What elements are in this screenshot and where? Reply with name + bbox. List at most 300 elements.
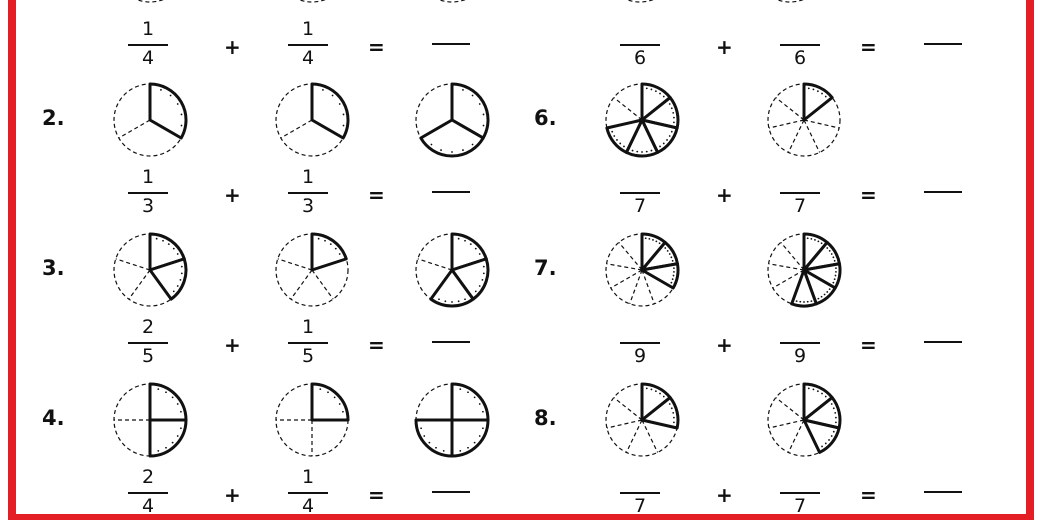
fraction-pie — [108, 78, 192, 162]
pie-crust-dot — [440, 149, 442, 151]
pie-diagram — [410, 378, 494, 462]
fraction-bar — [780, 44, 820, 46]
pie-divider — [776, 98, 804, 120]
equals-sign: = — [860, 183, 877, 207]
pie-divider — [607, 420, 642, 428]
pie-diagram — [270, 78, 354, 162]
pie-crust-dot — [648, 238, 650, 240]
pie-crust-dot — [420, 427, 422, 429]
pie-crust-dot — [165, 447, 167, 449]
fraction-numerator: 1 — [301, 18, 315, 40]
pie-crust-dot — [332, 95, 334, 97]
plus-sign: + — [224, 183, 241, 207]
fraction — [288, 20, 328, 71]
fraction-bar — [780, 192, 820, 194]
pie-crust-dot — [833, 431, 835, 433]
fraction-numerator: 2 — [141, 316, 155, 338]
plus-sign: + — [716, 35, 733, 59]
fraction — [128, 20, 168, 71]
fraction — [288, 468, 328, 519]
fraction-pie — [270, 228, 354, 312]
pie-crust-dot — [672, 260, 674, 262]
pie-crust-dot — [673, 417, 675, 419]
pie-crust-dot — [835, 271, 837, 273]
pie-crust-dot — [428, 442, 430, 444]
fraction-denominator: 7 — [633, 195, 647, 217]
pie-divider — [769, 120, 804, 128]
pie-crust-dot — [479, 285, 481, 287]
fraction-denominator: 7 — [633, 495, 647, 517]
fraction — [128, 468, 168, 519]
pie-crust-dot — [821, 242, 823, 244]
pie-divider — [281, 120, 312, 138]
pie-divider — [116, 259, 150, 270]
pie-divider — [781, 242, 804, 270]
fraction — [780, 318, 820, 369]
fraction-bar — [620, 44, 660, 46]
fraction — [620, 318, 660, 369]
fraction-bar — [780, 492, 820, 494]
pie-crust-dot — [180, 427, 182, 429]
pie-crust-dot — [834, 278, 836, 280]
pie-crust-dot — [613, 135, 615, 137]
fraction-pie-partial — [120, 0, 180, 10]
pie-crust-dot — [825, 443, 827, 445]
problem-number: 3. — [42, 256, 65, 280]
pie-crust-dot — [672, 278, 674, 280]
pie-crust-dot — [835, 417, 837, 419]
equals-sign: = — [368, 483, 385, 507]
pie-divider — [626, 420, 642, 452]
pie-slice-shaded — [312, 84, 348, 138]
pie-outline — [616, 0, 664, 2]
pie-crust-dot — [181, 114, 183, 116]
plus-sign: + — [716, 183, 733, 207]
pie-crust-dot — [821, 93, 823, 95]
pie-diagram — [410, 78, 494, 162]
equals-sign: = — [368, 35, 385, 59]
fraction-bar — [620, 492, 660, 494]
pie-crust-dot — [177, 253, 179, 255]
pie-crust-dot — [483, 272, 485, 274]
pie-divider — [769, 420, 804, 428]
pie-slice-shaded — [150, 84, 186, 138]
fraction-numerator — [620, 20, 660, 42]
pie-crust-dot — [180, 411, 182, 413]
pie-crust-dot — [673, 271, 675, 273]
pie-divider — [611, 270, 642, 288]
pie-crust-dot — [168, 243, 170, 245]
fraction-numerator — [620, 168, 660, 190]
pie-crust-dot — [172, 396, 174, 398]
pie-crust-dot — [669, 135, 671, 137]
fraction — [620, 168, 660, 219]
pie-crust-dot — [479, 403, 481, 405]
fraction-numerator — [620, 468, 660, 490]
pie-crust-dot — [651, 389, 653, 391]
answer-blank[interactable] — [924, 191, 962, 193]
pie-crust-dot — [655, 241, 657, 243]
pie-crust-dot — [670, 256, 672, 258]
pie-diagram — [270, 378, 354, 462]
pie-crust-dot — [646, 387, 648, 389]
fraction-pie-partial — [422, 0, 482, 10]
pie-diagram — [108, 378, 192, 462]
pie-diagram — [270, 228, 354, 312]
pie-crust-dot — [173, 291, 175, 293]
pie-outline — [766, 0, 814, 2]
pie-crust-dot — [458, 238, 460, 240]
pie-crust-dot — [472, 144, 474, 146]
pie-crust-dot — [821, 393, 823, 395]
fraction-pie-partial — [610, 0, 670, 10]
fraction — [780, 468, 820, 519]
pie-crust-dot — [655, 90, 657, 92]
pie-crust-dot — [663, 143, 665, 145]
pie-crust-dot — [803, 301, 805, 303]
pie-slice-shaded — [150, 420, 186, 456]
pie-crust-dot — [829, 250, 831, 252]
pie-crust-dot — [474, 396, 476, 398]
fraction-numerator: 1 — [301, 466, 315, 488]
fraction-numerator — [780, 318, 820, 340]
pie-crust-dot — [334, 396, 336, 398]
fraction-numerator — [780, 20, 820, 42]
answer-blank[interactable] — [432, 341, 470, 343]
pie-crust-dot — [641, 151, 643, 153]
fraction-denominator: 5 — [301, 345, 315, 367]
plus-sign: + — [716, 333, 733, 357]
pie-crust-dot — [611, 131, 613, 133]
pie-diagram — [108, 228, 192, 312]
pie-outline — [126, 0, 174, 2]
problem-number: 4. — [42, 406, 65, 430]
fraction-denominator: 6 — [633, 47, 647, 69]
pie-crust-dot — [451, 301, 453, 303]
pie-crust-dot — [810, 300, 812, 302]
pie-crust-dot — [808, 87, 810, 89]
pie-crust-dot — [443, 450, 445, 452]
pie-crust-dot — [659, 146, 661, 148]
pie-crust-dot — [652, 239, 654, 241]
pie-crust-dot — [464, 240, 466, 242]
fraction — [128, 318, 168, 369]
answer-blank[interactable] — [432, 491, 470, 493]
pie-crust-dot — [459, 450, 461, 452]
pie-crust-dot — [834, 412, 836, 414]
pie-crust-dot — [821, 296, 823, 298]
pie-divider — [630, 270, 642, 304]
fraction-denominator: 3 — [301, 195, 315, 217]
problem-number: 7. — [534, 256, 557, 280]
pie-crust-dot — [177, 403, 179, 405]
pie-crust-dot — [796, 300, 798, 302]
answer-blank[interactable] — [924, 491, 962, 493]
fraction — [288, 168, 328, 219]
pie-crust-dot — [636, 151, 638, 153]
pie-crust-dot — [181, 125, 183, 127]
fraction-numerator — [780, 468, 820, 490]
pie-crust-dot — [157, 450, 159, 452]
fraction-denominator: 3 — [141, 195, 155, 217]
fraction-pie — [410, 228, 494, 312]
equals-sign: = — [368, 333, 385, 357]
pie-crust-dot — [810, 238, 812, 240]
fraction-pie — [270, 78, 354, 162]
pie-crust-dot — [831, 403, 833, 405]
pie-crust-dot — [462, 89, 464, 91]
pie-crust-dot — [623, 146, 625, 148]
pie-divider — [312, 270, 333, 299]
fraction-bar — [128, 492, 168, 494]
pie-crust-dot — [645, 237, 647, 239]
plus-sign: + — [716, 483, 733, 507]
equals-sign: = — [860, 483, 877, 507]
pie-crust-dot — [669, 103, 671, 105]
fraction-pie — [600, 78, 684, 162]
fraction-denominator: 4 — [141, 47, 155, 69]
pie-crust-dot — [172, 442, 174, 444]
pie-crust-dot — [177, 103, 179, 105]
fraction-bar — [128, 342, 168, 344]
fraction-pie — [410, 78, 494, 162]
fraction-denominator: 6 — [793, 47, 807, 69]
pie-crust-dot — [475, 248, 477, 250]
pie-crust-dot — [664, 247, 666, 249]
pie-crust-dot — [467, 447, 469, 449]
answer-blank[interactable] — [924, 43, 962, 45]
pie-crust-dot — [669, 403, 671, 405]
pie-diagram — [410, 228, 494, 312]
pie-crust-dot — [431, 144, 433, 146]
fraction-bar — [128, 192, 168, 194]
pie-crust-dot — [483, 114, 485, 116]
pie-slice-shaded — [312, 384, 348, 420]
pie-crust-dot — [673, 267, 675, 269]
pie-crust-dot — [343, 114, 345, 116]
pie-diagram — [600, 78, 684, 162]
fraction-denominator: 4 — [301, 495, 315, 517]
pie-crust-dot — [470, 243, 472, 245]
pie-crust-dot — [483, 266, 485, 268]
pie-crust-dot — [659, 242, 661, 244]
pie-crust-dot — [474, 442, 476, 444]
pie-crust-dot — [807, 237, 809, 239]
pie-divider — [804, 120, 839, 128]
pie-divider — [642, 420, 658, 452]
pie-crust-dot — [467, 391, 469, 393]
pie-slice-shaded — [150, 384, 186, 420]
fraction-bar — [288, 192, 328, 194]
fraction — [780, 20, 820, 71]
pie-outline — [288, 0, 336, 2]
pie-crust-dot — [825, 96, 827, 98]
fraction-pie — [270, 378, 354, 462]
pie-slice-shaded — [804, 84, 832, 120]
pie-crust-dot — [813, 89, 815, 91]
equals-sign: = — [860, 333, 877, 357]
fraction-bar — [128, 44, 168, 46]
pie-crust-dot — [343, 125, 345, 127]
fraction-bar — [620, 342, 660, 344]
pie-divider — [804, 120, 820, 152]
pie-crust-dot — [330, 243, 332, 245]
fraction-denominator: 7 — [793, 495, 807, 517]
pie-crust-dot — [672, 412, 674, 414]
pie-crust-dot — [327, 391, 329, 393]
pie-crust-dot — [673, 117, 675, 119]
pie-outline — [428, 0, 476, 2]
pie-crust-dot — [479, 435, 481, 437]
fraction — [620, 20, 660, 71]
plus-sign: + — [224, 333, 241, 357]
pie-crust-dot — [821, 446, 823, 448]
pie-diagram — [762, 78, 846, 162]
pie-crust-dot — [671, 131, 673, 133]
pie-crust-dot — [181, 272, 183, 274]
pie-crust-dot — [814, 239, 816, 241]
pie-crust-dot — [826, 291, 828, 293]
fraction-pie-partial — [760, 0, 820, 10]
pie-crust-dot — [670, 282, 672, 284]
pie-slice-shaded — [452, 384, 488, 420]
fraction-denominator: 7 — [793, 195, 807, 217]
pie-crust-dot — [671, 407, 673, 409]
pie-crust-dot — [459, 388, 461, 390]
fraction — [128, 168, 168, 219]
pie-crust-dot — [646, 151, 648, 153]
pie-crust-dot — [483, 125, 485, 127]
pie-crust-dot — [324, 240, 326, 242]
pie-crust-dot — [482, 427, 484, 429]
fraction-pie — [108, 228, 192, 312]
pie-crust-dot — [339, 103, 341, 105]
pie-crust-dot — [831, 435, 833, 437]
pie-crust-dot — [669, 253, 671, 255]
fraction-pie-partial — [282, 0, 342, 10]
pie-crust-dot — [423, 435, 425, 437]
plus-sign: + — [224, 35, 241, 59]
pie-crust-dot — [673, 421, 675, 423]
pie-crust-dot — [632, 150, 634, 152]
pie-crust-dot — [438, 298, 440, 300]
pie-crust-dot — [808, 387, 810, 389]
fraction-pie — [600, 378, 684, 462]
pie-crust-dot — [807, 301, 809, 303]
fraction-numerator: 1 — [301, 316, 315, 338]
fraction-numerator — [620, 318, 660, 340]
pie-crust-dot — [835, 267, 837, 269]
fraction — [288, 318, 328, 369]
pie-crust-dot — [157, 388, 159, 390]
pie-diagram — [762, 228, 846, 312]
pie-crust-dot — [651, 150, 653, 152]
pie-divider — [129, 270, 150, 299]
pie-divider — [619, 242, 642, 270]
pie-crust-dot — [162, 240, 164, 242]
pie-crust-dot — [831, 253, 833, 255]
fraction-bar — [780, 342, 820, 344]
fraction-numerator — [780, 168, 820, 190]
pie-crust-dot — [177, 435, 179, 437]
pie-crust-dot — [667, 250, 669, 252]
pie-crust-dot — [666, 139, 668, 141]
equals-sign: = — [368, 183, 385, 207]
pie-divider — [278, 259, 312, 270]
answer-blank[interactable] — [432, 43, 470, 45]
pie-crust-dot — [173, 248, 175, 250]
pie-crust-dot — [458, 300, 460, 302]
pie-crust-dot — [339, 403, 341, 405]
pie-crust-dot — [472, 95, 474, 97]
pie-crust-dot — [829, 288, 831, 290]
pie-crust-dot — [655, 390, 657, 392]
fraction-numerator: 1 — [301, 166, 315, 188]
pie-crust-dot — [462, 149, 464, 151]
pie-crust-dot — [160, 89, 162, 91]
pie-divider — [614, 98, 642, 120]
pie-crust-dot — [833, 407, 835, 409]
pie-crust-dot — [826, 247, 828, 249]
pie-crust-dot — [817, 241, 819, 243]
pie-crust-dot — [482, 411, 484, 413]
pie-divider — [119, 120, 150, 138]
pie-crust-dot — [482, 279, 484, 281]
fraction-bar — [288, 492, 328, 494]
pie-crust-dot — [828, 439, 830, 441]
pie-crust-dot — [464, 298, 466, 300]
equals-sign: = — [860, 35, 877, 59]
pie-crust-dot — [659, 93, 661, 95]
fraction-bar — [620, 192, 660, 194]
pie-divider — [769, 264, 804, 270]
pie-crust-dot — [342, 411, 344, 413]
pie-crust-dot — [817, 90, 819, 92]
fraction-numerator: 2 — [141, 466, 155, 488]
fraction-pie — [762, 378, 846, 462]
pie-crust-dot — [475, 291, 477, 293]
pie-crust-dot — [180, 279, 182, 281]
pie-crust-dot — [479, 253, 481, 255]
pie-divider — [788, 120, 804, 152]
answer-blank[interactable] — [432, 191, 470, 193]
pie-crust-dot — [835, 421, 837, 423]
pie-crust-dot — [479, 103, 481, 105]
pie-crust-dot — [651, 89, 653, 91]
fraction — [620, 468, 660, 519]
pie-crust-dot — [181, 266, 183, 268]
fraction-numerator: 1 — [141, 18, 155, 40]
problem-number: 6. — [534, 106, 557, 130]
pie-divider — [418, 259, 452, 270]
pie-diagram — [108, 78, 192, 162]
pie-crust-dot — [619, 143, 621, 145]
pie-crust-dot — [673, 121, 675, 123]
pie-crust-dot — [339, 253, 341, 255]
fraction-pie — [108, 378, 192, 462]
pie-crust-dot — [825, 396, 827, 398]
fraction-denominator: 9 — [633, 345, 647, 367]
pie-slice-shaded — [452, 420, 488, 456]
fraction-numerator: 1 — [141, 166, 155, 188]
pie-crust-dot — [177, 285, 179, 287]
pie-crust-dot — [835, 275, 837, 277]
pie-crust-dot — [170, 95, 172, 97]
pie-crust-dot — [817, 390, 819, 392]
fraction-pie — [410, 378, 494, 462]
pie-crust-dot — [646, 87, 648, 89]
answer-blank[interactable] — [924, 341, 962, 343]
